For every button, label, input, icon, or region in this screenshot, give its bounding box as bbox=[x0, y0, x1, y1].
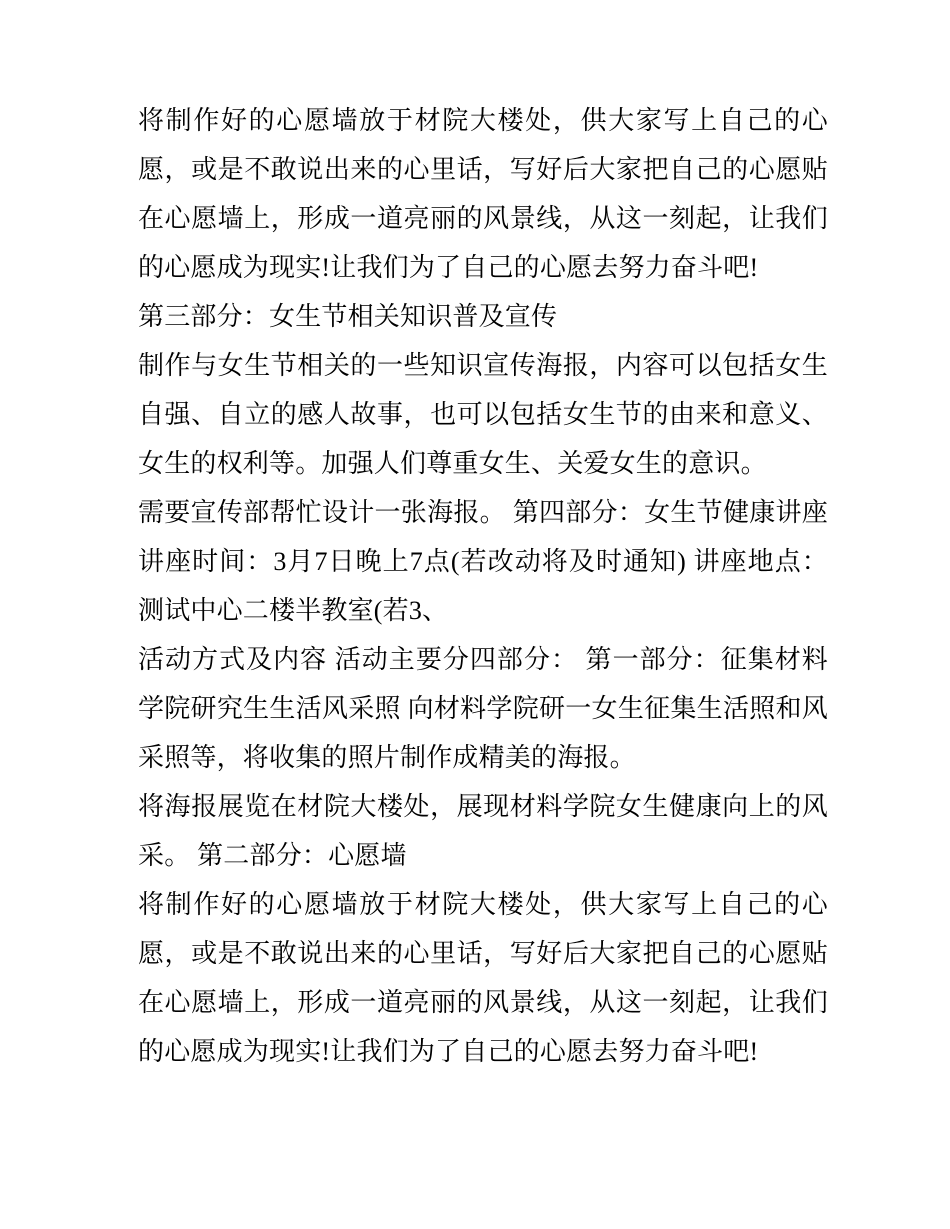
paragraph-part-three-heading: 第三部分：女生节相关知识普及宣传 bbox=[138, 302, 558, 331]
paragraph-wish-wall-2: 将制作好的心愿墙放于材院大楼处，供大家写上自己的心愿，或是不敢说出来的心里话，写好后大家把自己的心愿贴在心愿墙上，形成一道亮丽的风景线，从这一刻起，让我们的心愿成为现实!让我们为了自己的心愿去努力奋斗吧! bbox=[138, 890, 828, 1066]
paragraph-wish-wall-1: 将制作好的心愿墙放于材院大楼处，供大家写上自己的心愿，或是不敢说出来的心里话，写好后大家把自己的心愿贴在心愿墙上，形成一道亮丽的风景线，从这一刻起，让我们的心愿成为现实!让我们为了自己的心愿去努力奋斗吧! bbox=[138, 106, 828, 282]
document-body bbox=[138, 96, 828, 1076]
paragraph-knowledge-poster: 制作与女生节相关的一些知识宣传海报，内容可以包括女生自强、自立的感人故事，也可以包括女生节的由来和意义、女生的权利等。加强人们尊重女生、关爱女生的意识。 bbox=[138, 351, 828, 478]
paragraph-activity-overview: 活动方式及内容 活动主要分四部分： 第一部分：征集材料学院研究生生活风采照 向材料学院研一女生征集生活照和风采照等，将收集的照片制作成精美的海报。 bbox=[138, 645, 828, 772]
paragraph-part-four-lecture: 需要宣传部帮忙设计一张海报。 第四部分：女生节健康讲座讲座时间：3月7日晚上7点(若改动将及时通知) 讲座地点：测试中心二楼半教室(若3、 bbox=[138, 498, 828, 625]
paragraph-poster-exhibition: 将海报展览在材院大楼处，展现材料学院女生健康向上的风采。 第二部分：心愿墙 bbox=[138, 792, 828, 870]
